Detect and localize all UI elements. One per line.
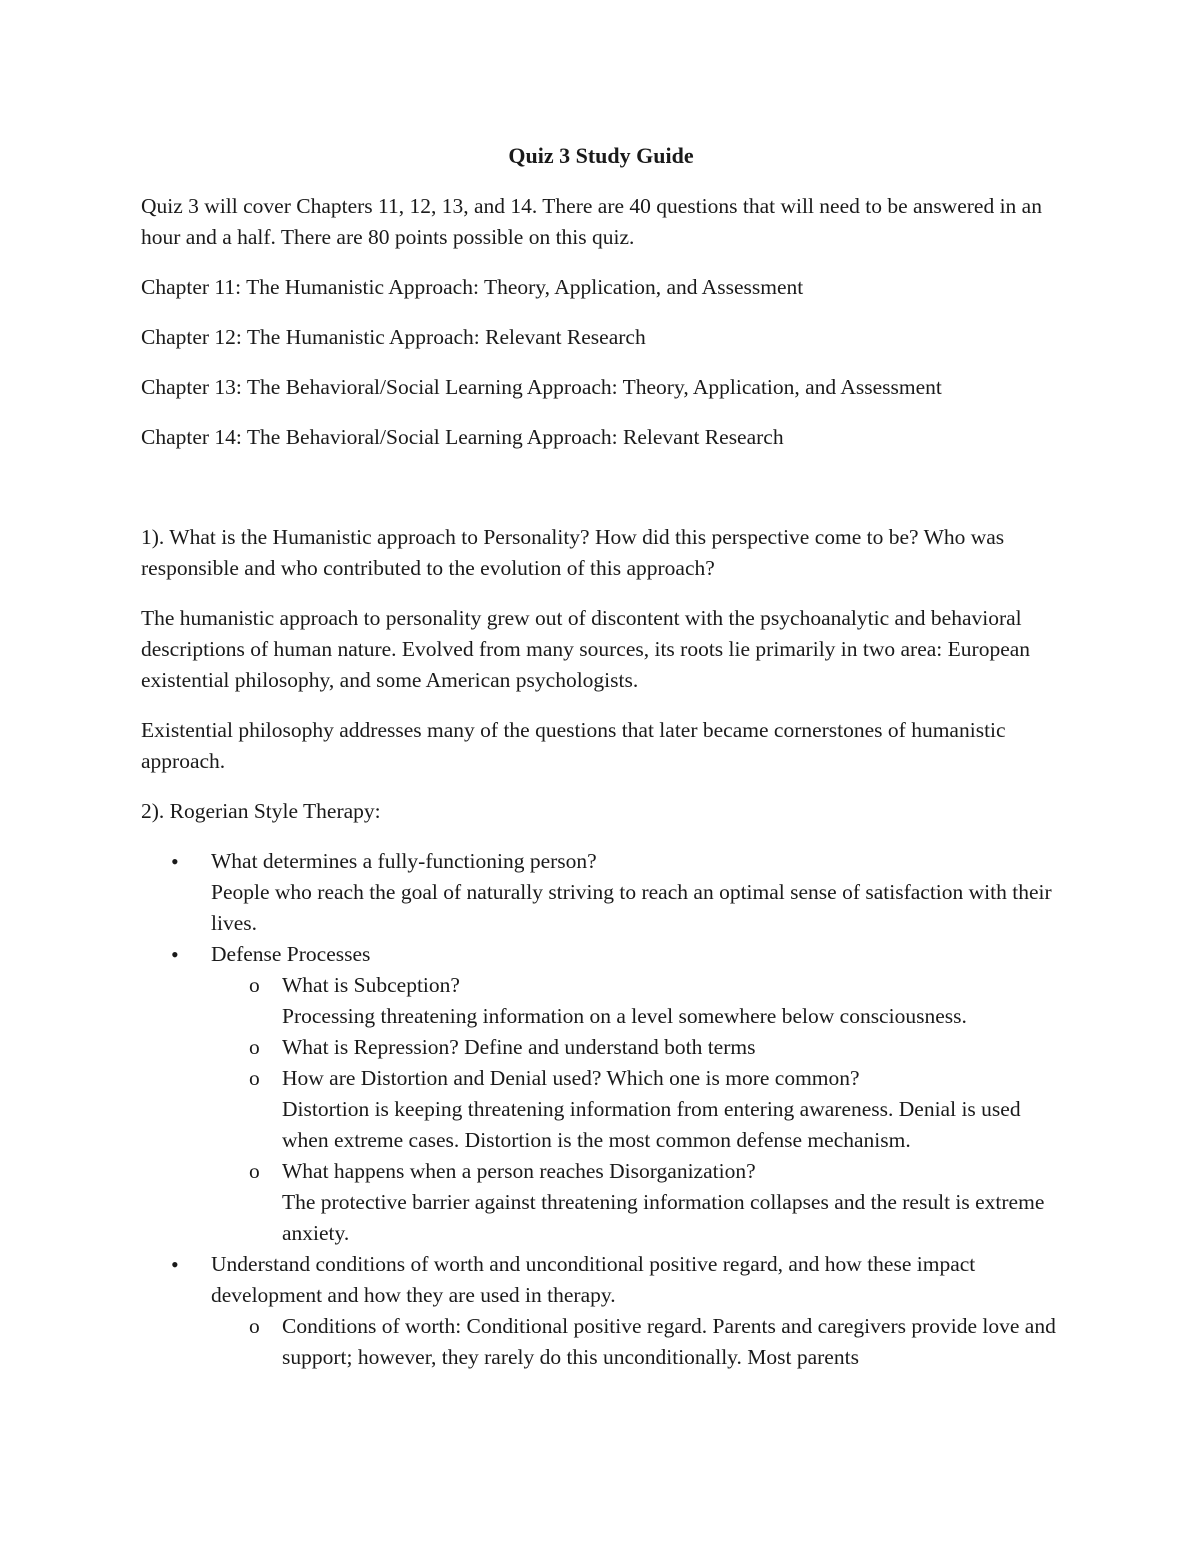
list-item-text: Understand conditions of worth and unconditional positive regard, and how these impact development and how they are used in therapy.	[211, 1252, 976, 1307]
subitem-text: What is Subception?	[282, 973, 460, 997]
document-title: Quiz 3 Study Guide	[508, 143, 694, 168]
bullet-icon: •	[171, 942, 179, 967]
intro-paragraph: Quiz 3 will cover Chapters 11, 12, 13, and 14. There are 40 questions that will need to be answered in an hour and a half. There are 80 points possible on this quiz.	[141, 194, 1042, 249]
sub-bullet-icon: o	[249, 1066, 260, 1090]
sub-bullet-icon: o	[249, 1314, 260, 1338]
chapter-14-line: Chapter 14: The Behavioral/Social Learning Approach: Relevant Research	[141, 425, 784, 449]
subitem-text: What happens when a person reaches Disorganization?	[282, 1159, 756, 1183]
subitem-answer: Processing threatening information on a level somewhere below consciousness.	[282, 1004, 967, 1028]
question-1-answer-paragraph-2: Existential philosophy addresses many of the questions that later became cornerstones of humanistic approach.	[141, 718, 1006, 773]
subitem-conditions-of-worth	[211, 1311, 1061, 1373]
conditions-of-worth-sublist	[211, 1311, 1061, 1373]
list-item-fully-functioning	[141, 846, 1061, 939]
chapter-12-line: Chapter 12: The Humanistic Approach: Relevant Research	[141, 325, 646, 349]
chapter-11-line: Chapter 11: The Humanistic Approach: Theory, Application, and Assessment	[141, 275, 804, 299]
list-item-text: What determines a fully-functioning person?	[211, 849, 597, 873]
subitem-answer: The protective barrier against threatening information collapses and the result is extreme anxiety.	[282, 1190, 1045, 1245]
sub-bullet-icon: o	[249, 1035, 260, 1059]
list-item-conditions-of-worth	[141, 1249, 1061, 1373]
question-2-heading: 2). Rogerian Style Therapy:	[141, 799, 381, 823]
rogerian-bullet-list	[141, 846, 1061, 1373]
sub-bullet-icon: o	[249, 1159, 260, 1183]
list-item-defense-processes	[141, 939, 1061, 1249]
spacer	[141, 472, 1061, 522]
subitem-subception	[211, 970, 1061, 1032]
subitem-text: Conditions of worth: Conditional positive regard. Parents and caregivers provide love and support; however, they rarely do this unconditionally. Most parents	[282, 1314, 1056, 1369]
subitem-text: How are Distortion and Denial used? Which one is more common?	[282, 1066, 860, 1090]
bullet-icon: •	[171, 849, 179, 874]
subitem-repression	[211, 1032, 1061, 1063]
question-1: 1). What is the Humanistic approach to Personality? How did this perspective come to be? Who was responsible and who contributed to the evolution of this approach?	[141, 525, 1005, 580]
question-1-answer-paragraph-1: The humanistic approach to personality grew out of discontent with the psychoanalytic and behavioral descriptions of human nature. Evolved from many sources, its roots lie primarily in two area: European existential philosophy, and some American psychologists.	[141, 606, 1031, 692]
subitem-distortion-denial	[211, 1063, 1061, 1156]
sub-bullet-icon: o	[249, 973, 260, 997]
list-item-text: Defense Processes	[211, 942, 371, 966]
subitem-disorganization	[211, 1156, 1061, 1249]
bullet-icon: •	[171, 1252, 179, 1277]
subitem-answer: Distortion is keeping threatening information from entering awareness. Denial is used when extreme cases. Distortion is the most common defense mechanism.	[282, 1097, 1021, 1152]
document-page	[141, 140, 1061, 1373]
chapter-13-line: Chapter 13: The Behavioral/Social Learning Approach: Theory, Application, and Assessment	[141, 375, 942, 399]
subitem-text: What is Repression? Define and understand both terms	[282, 1035, 756, 1059]
defense-processes-sublist	[211, 970, 1061, 1249]
list-item-answer: People who reach the goal of naturally striving to reach an optimal sense of satisfaction with their lives.	[211, 880, 1052, 935]
